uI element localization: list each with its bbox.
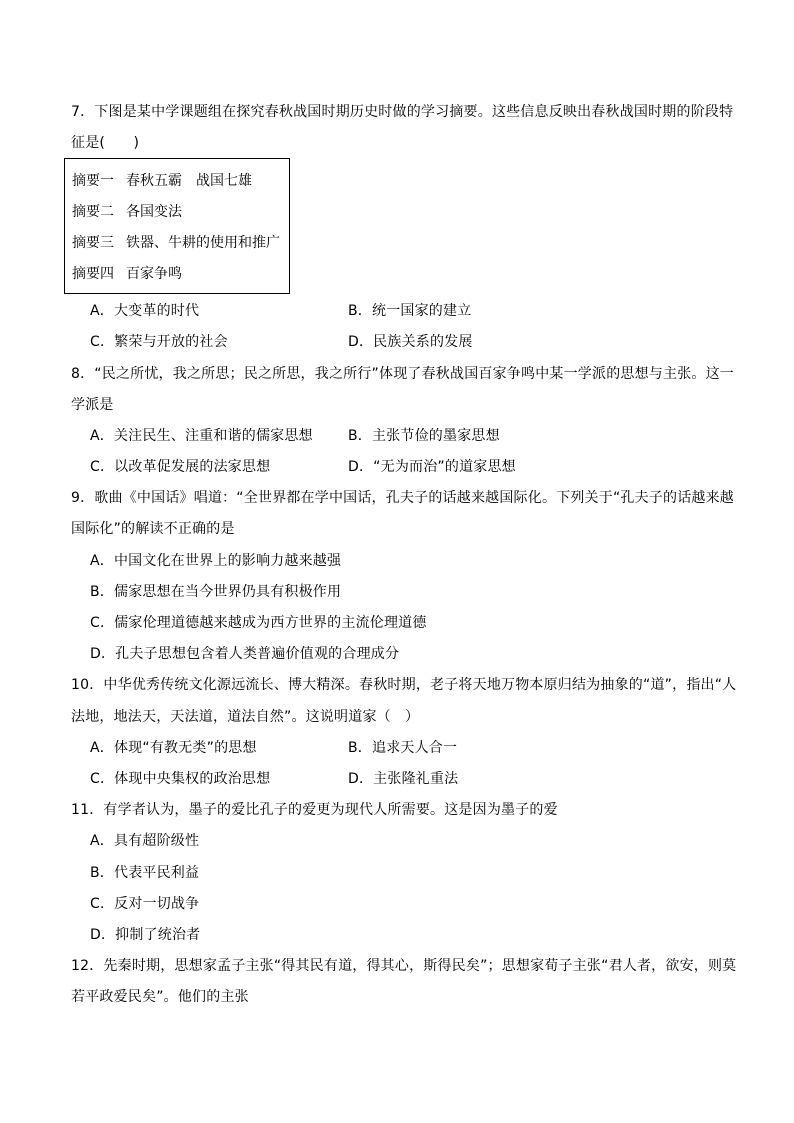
q7-summary-box [64,158,290,294]
q10-stem-line2: 法地，地法天，天法道，道法自然”。这说明道家（ ） [71,709,420,725]
q10-option-a[interactable]: A．体现“有教无类”的思想 [90,740,257,756]
q7-stem-line2: 征是( ) [71,135,140,151]
q10-option-b[interactable]: B．追求天人合一 [348,740,458,756]
q9-stem-line1: 9．歌曲《中国话》唱道：“全世界都在学中国话，孔夫子的话越来越国际化。下列关于“孔夫子的话越来越 [71,490,735,506]
q9-stem-line2: 国际化”的解读不正确的是 [71,521,235,537]
q11-option-d[interactable]: D．抑制了统治者 [90,927,201,943]
summary-value: 各国变法 [126,204,182,220]
summary-row [72,264,182,284]
q10-stem-line1: 10．中华优秀传统文化源远流长、博大精深。春秋时期，老子将天地万物本原归结为抽象的“道”，指出“人 [71,677,737,693]
q11-stem-line1: 11．有学者认为，墨子的爱比孔子的爱更为现代人所需要。这是因为墨子的爱 [71,802,558,818]
summary-key: 摘要二 [72,204,114,220]
summary-key: 摘要一 [72,173,114,189]
summary-value: 春秋五霸 战国七雄 [126,173,252,189]
q8-stem-line1: 8．“民之所忧，我之所思；民之所思，我之所行”体现了春秋战国百家争鸣中某一学派的思想与主张。这一 [71,366,735,382]
q11-option-a[interactable]: A．具有超阶级性 [90,833,200,849]
q7-option-c[interactable]: C．繁荣与开放的社会 [90,334,228,350]
q9-option-a[interactable]: A．中国文化在世界上的影响力越来越强 [90,553,342,569]
summary-row [72,171,252,191]
q7-option-a[interactable]: A．大变革的时代 [90,303,200,319]
q9-option-d[interactable]: D．孔夫子思想包含着人类普遍价值观的合理成分 [90,646,400,662]
q8-option-d[interactable]: D．“无为而治”的道家思想 [348,459,516,475]
summary-row [72,202,182,222]
q11-option-c[interactable]: C．反对一切战争 [90,896,200,912]
q12-stem-line1: 12．先秦时期，思想家孟子主张“得其民有道，得其心，斯得民矣”；思想家荀子主张“君人者，欲安，则莫 [71,958,737,974]
summary-value: 百家争鸣 [126,266,182,282]
q7-option-d[interactable]: D．民族关系的发展 [348,334,473,350]
summary-key: 摘要四 [72,266,114,282]
q7-stem-line1: 7．下图是某中学课题组在探究春秋战国时期历史时做的学习摘要。这些信息反映出春秋战国时期的阶段特 [71,104,734,120]
q10-option-d[interactable]: D．主张隆礼重法 [348,771,459,787]
q9-option-c[interactable]: C．儒家伦理道德越来越成为西方世界的主流伦理道德 [90,615,427,631]
q8-option-c[interactable]: C．以改革促发展的法家思想 [90,459,271,475]
q8-option-b[interactable]: B．主张节俭的墨家思想 [348,428,500,444]
q7-option-b[interactable]: B．统一国家的建立 [348,303,472,319]
summary-row [72,233,280,253]
summary-key: 摘要三 [72,235,114,251]
q9-option-b[interactable]: B．儒家思想在当今世界仍具有积极作用 [90,584,342,600]
q8-stem-line2: 学派是 [71,397,114,413]
q11-option-b[interactable]: B．代表平民利益 [90,865,200,881]
summary-value: 铁器、牛耕的使用和推广 [126,235,280,251]
q10-option-c[interactable]: C．体现中央集权的政治思想 [90,771,271,787]
q8-option-a[interactable]: A．关注民生、注重和谐的儒家思想 [90,428,313,444]
q12-stem-line2: 若平政爱民矣”。他们的主张 [71,989,249,1005]
